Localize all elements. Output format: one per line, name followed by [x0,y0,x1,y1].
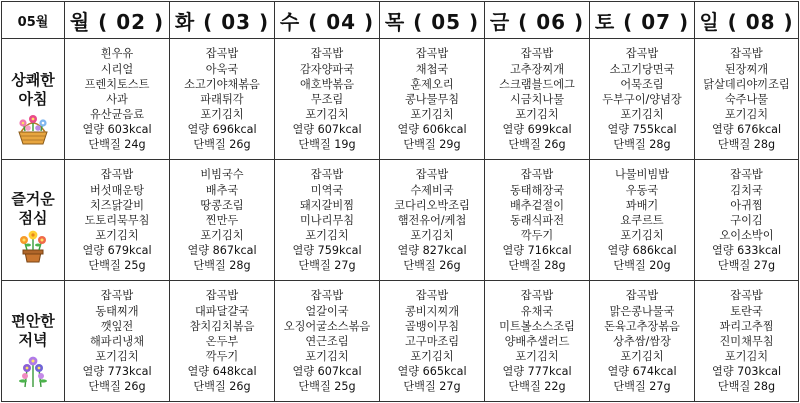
calorie-value: 열량 606kcal [397,123,467,137]
protein-value: 단백질 26g [193,380,251,394]
menu-item: 배추겉절이 [509,198,565,212]
menu-item: 수제비국 [410,183,454,197]
menu-cell-breakfast-sun [695,39,799,160]
menu-item: 미트볼소스조림 [499,319,575,333]
menu-item: 포기김치 [515,108,559,122]
menu-item: 진미채무침 [719,334,774,348]
menu-item: 콩나물무침 [404,92,460,106]
day-header-fri: 금 ( 06 ) [485,2,590,39]
protein-value: 단백질 26g [193,138,251,152]
menu-item: 양배추샐러드 [504,334,570,348]
meal-name-line1: 즐거운 [11,190,55,208]
protein-value: 단백질 27g [403,380,461,394]
menu-item: 찐만두 [205,213,239,227]
menu-item: 시리얼 [100,62,134,76]
calorie-value: 열량 679kcal [82,244,152,258]
menu-item: 잡곡밥 [730,289,763,303]
menu-item: 꽈리고추찜 [719,319,774,333]
menu-item: 애호박볶음 [299,77,355,91]
menu-item: 숙주나물 [724,92,769,106]
day-header-sun: 일 ( 08 ) [695,2,799,39]
menu-item: 콩비지찌개 [404,304,460,318]
protein-value: 단백질 25g [88,259,146,273]
menu-item: 잡곡밥 [730,168,763,182]
menu-item: 해파리냉채 [89,334,145,348]
menu-item: 잡곡밥 [415,168,449,182]
menu-item: 고추장찌개 [509,62,565,76]
calorie-value: 열량 603kcal [82,123,152,137]
menu-item: 땅콩조림 [200,198,244,212]
meal-row-lunch [2,160,799,281]
menu-item: 된장찌개 [724,62,769,76]
menu-item: 어묵조림 [620,77,664,91]
menu-item: 포기김치 [515,350,559,364]
menu-item: 비빔국수 [200,168,244,182]
protein-value: 단백질 29g [403,138,461,152]
protein-value: 단백질 28g [613,138,671,152]
menu-item: 훈제오리 [410,77,454,91]
menu-item: 소고기당면국 [609,62,675,76]
menu-item: 흰우유 [100,47,134,61]
menu-cell-breakfast-wed [275,39,380,160]
menu-cell-lunch-mon [65,160,170,281]
orange-flower-pot-icon [15,228,51,268]
menu-item: 시금치나물 [509,92,565,106]
month-label: 05월 [2,2,65,39]
menu-item: 김치국 [730,183,763,197]
menu-item: 잡곡밥 [520,289,554,303]
menu-item: 포기김치 [620,350,664,364]
calorie-value: 열량 665kcal [397,365,467,379]
menu-cell-dinner-thu [380,281,485,402]
menu-item: 두부구이/양념장 [602,92,682,106]
protein-value: 단백질 24g [88,138,146,152]
meal-row-breakfast [2,39,799,160]
calorie-value: 열량 633kcal [711,244,782,258]
header-row [2,2,799,39]
calorie-value: 열량 867kcal [187,244,257,258]
menu-item: 포기김치 [410,229,454,243]
protein-value: 단백질 22g [508,380,566,394]
menu-item: 코다리오박조림 [394,198,470,212]
menu-cell-breakfast-fri [485,39,590,160]
menu-item: 포기김치 [200,229,244,243]
menu-item: 동래식파전 [509,213,565,227]
calorie-value: 열량 699kcal [502,123,572,137]
menu-item: 오징어굴소스볶음 [283,319,371,333]
menu-item: 치즈닭갈비 [89,198,145,212]
menu-item: 감자양파국 [299,62,355,76]
menu-item: 미역국 [310,183,344,197]
menu-item: 잡곡밥 [100,168,134,182]
menu-item: 아욱국 [205,62,239,76]
menu-item: 연근조림 [305,334,349,348]
menu-item: 버섯매운탕 [89,183,145,197]
menu-item: 사과 [106,92,128,106]
menu-item: 잡곡밥 [625,47,659,61]
menu-item: 잡곡밥 [625,289,659,303]
calorie-value: 열량 755kcal [607,123,677,137]
menu-item: 우동국 [625,183,659,197]
menu-item: 고구마조림 [404,334,460,348]
calorie-value: 열량 607kcal [292,365,362,379]
meal-name-line2: 점심 [18,209,48,227]
meal-name-line2: 아침 [18,90,48,108]
menu-item: 포기김치 [305,108,349,122]
menu-item: 포기김치 [620,229,664,243]
menu-cell-lunch-fri [485,160,590,281]
menu-item: 토란국 [730,304,763,318]
calorie-value: 열량 648kcal [187,365,257,379]
menu-item: 골뱅이무침 [404,319,460,333]
menu-item: 미나리무침 [299,213,355,227]
protein-value: 단백질 26g [508,138,566,152]
protein-value: 단백질 26g [403,259,461,273]
menu-item: 나물비빔밥 [614,168,670,182]
calorie-value: 열량 759kcal [292,244,362,258]
menu-item: 포기김치 [724,350,769,364]
menu-item: 잡곡밥 [205,47,239,61]
menu-item: 유산균음료 [89,108,145,122]
weekly-menu-table [1,1,799,402]
menu-item: 포기김치 [305,350,349,364]
menu-item: 배추국 [205,183,239,197]
menu-item: 아귀찜 [730,198,763,212]
menu-item: 돈육고추장볶음 [604,319,680,333]
menu-item: 얼갈이국 [305,304,349,318]
menu-cell-breakfast-thu [380,39,485,160]
meal-name-line1: 상쾌한 [11,71,55,89]
menu-cell-lunch-wed [275,160,380,281]
protein-value: 단백질 27g [613,380,671,394]
menu-item: 스크램블드에그 [499,77,575,91]
menu-item: 잡곡밥 [100,289,134,303]
menu-cell-breakfast-mon [65,39,170,160]
menu-item: 포기김치 [620,108,664,122]
menu-item: 꽈배기 [625,198,659,212]
menu-item: 온두부 [205,334,239,348]
meal-name-line2: 저녁 [18,331,48,349]
menu-item: 잡곡밥 [520,47,554,61]
menu-item: 깍두기 [520,229,554,243]
menu-item: 채첩국 [415,62,449,76]
calorie-value: 열량 716kcal [502,244,572,258]
menu-cell-dinner-sun [695,281,799,402]
menu-cell-lunch-tue [170,160,275,281]
protein-value: 단백질 27g [298,259,356,273]
purple-flower-icon [15,351,51,393]
protein-value: 단백질 20g [613,259,671,273]
meal-label-lunch [2,160,65,281]
protein-value: 단백질 27g [717,259,776,273]
menu-item: 프렌치토스트 [84,77,150,91]
menu-item: 포기김치 [724,108,769,122]
menu-item: 소고기야채볶음 [184,77,260,91]
menu-item: 포기김치 [200,108,244,122]
menu-item: 무조림 [310,92,344,106]
meal-name-line1: 편안한 [11,312,55,330]
protein-value: 단백질 28g [193,259,251,273]
menu-item: 포기김치 [410,108,454,122]
menu-item: 잡곡밥 [415,289,449,303]
calorie-value: 열량 703kcal [711,365,782,379]
calorie-value: 열량 827kcal [397,244,467,258]
menu-item: 포기김치 [95,229,139,243]
menu-item: 잡곡밥 [310,47,344,61]
menu-item: 대파달걀국 [194,304,250,318]
menu-item: 파래튀각 [200,92,244,106]
meal-label-dinner [2,281,65,402]
menu-item: 잡곡밥 [310,289,344,303]
menu-item: 잡곡밥 [205,289,239,303]
calorie-value: 열량 696kcal [187,123,257,137]
menu-item: 깻잎전 [100,319,134,333]
calorie-value: 열량 674kcal [607,365,677,379]
day-header-sat: 토 ( 07 ) [590,2,695,39]
calorie-value: 열량 777kcal [502,365,572,379]
menu-cell-dinner-sat [590,281,695,402]
menu-item: 잡곡밥 [730,47,763,61]
menu-item: 도토리묵무침 [84,213,150,227]
day-header-mon: 월 ( 02 ) [65,2,170,39]
calorie-value: 열량 607kcal [292,123,362,137]
menu-item: 잡곡밥 [520,168,554,182]
menu-item: 포기김치 [95,350,139,364]
menu-item: 잡곡밥 [310,168,344,182]
protein-value: 단백질 25g [298,380,356,394]
menu-item: 맑은콩나물국 [609,304,675,318]
protein-value: 단백질 28g [717,380,776,394]
menu-item: 포기김치 [410,350,454,364]
menu-item: 동태찌개 [95,304,139,318]
menu-item: 돼지갈비찜 [299,198,355,212]
menu-item: 깍두기 [205,350,239,364]
menu-item: 유채국 [520,304,554,318]
menu-cell-lunch-sat [590,160,695,281]
menu-cell-dinner-mon [65,281,170,402]
menu-item: 구이김 [730,213,763,227]
meal-row-dinner [2,281,799,402]
protein-value: 단백질 26g [88,380,146,394]
menu-item: 햄전유어/케첩 [397,213,467,227]
menu-item: 잡곡밥 [415,47,449,61]
menu-item: 닭살데리야끼조림 [703,77,790,91]
menu-cell-breakfast-tue [170,39,275,160]
menu-item: 동태해장국 [509,183,565,197]
menu-cell-dinner-tue [170,281,275,402]
protein-value: 단백질 28g [717,138,776,152]
menu-item: 참치김치볶음 [189,319,255,333]
menu-cell-dinner-wed [275,281,380,402]
pink-flower-basket-icon [13,112,53,150]
menu-cell-lunch-sun [695,160,799,281]
day-header-thu: 목 ( 05 ) [380,2,485,39]
day-header-tue: 화 ( 03 ) [170,2,275,39]
calorie-value: 열량 686kcal [607,244,677,258]
menu-item: 오이소박이 [719,229,774,243]
menu-item: 상추쌈/쌈장 [613,334,671,348]
menu-cell-lunch-thu [380,160,485,281]
meal-label-breakfast [2,39,65,160]
calorie-value: 열량 676kcal [711,123,782,137]
menu-item: 요쿠르트 [620,213,664,227]
menu-item: 포기김치 [305,229,349,243]
protein-value: 단백질 19g [298,138,356,152]
day-header-wed: 수 ( 04 ) [275,2,380,39]
menu-cell-dinner-fri [485,281,590,402]
menu-cell-breakfast-sat [590,39,695,160]
calorie-value: 열량 773kcal [82,365,152,379]
protein-value: 단백질 28g [508,259,566,273]
